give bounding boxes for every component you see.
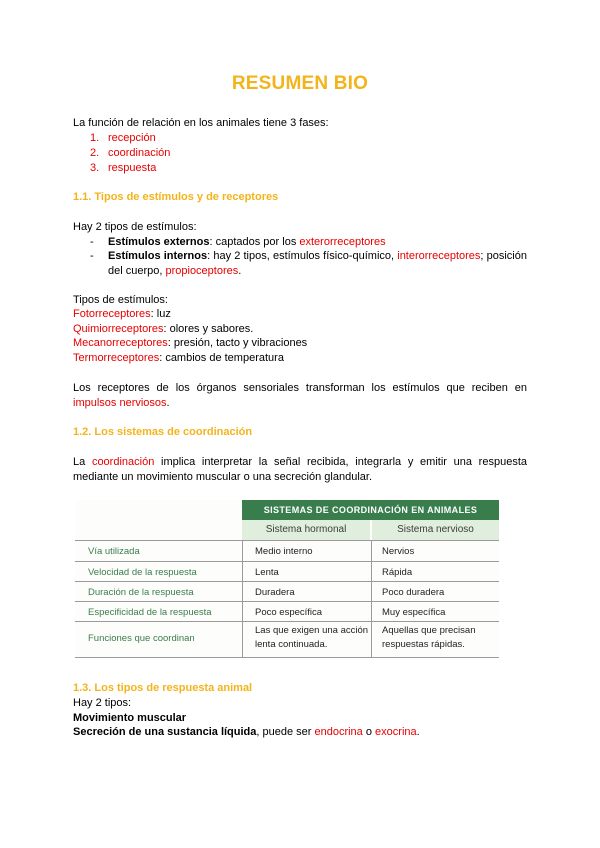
list-item: Movimiento muscular <box>73 712 187 724</box>
coordination-paragraph: La coordinación implica interpretar la señal recibida, integrarla y emitir una respuesta mediante un movimiento muscular o una secreción glandular. <box>73 456 527 483</box>
table-row: Vía utilizada Medio interno Nervios <box>75 540 499 561</box>
column-header-nervioso: Sistema nervioso <box>372 520 499 540</box>
list-item: 2. coordinación <box>90 147 171 159</box>
list-item: Secreción de una sustancia líquida, puede ser endocrina o exocrina. <box>73 726 420 738</box>
stimuli-types-title: Tipos de estímulos: <box>73 294 168 306</box>
table-row: Velocidad de la respuesta Lenta Rápida <box>75 561 499 581</box>
response-types-intro: Hay 2 tipos: <box>73 697 132 709</box>
table-row: Especificidad de la respuesta Poco específica Muy específica <box>75 601 499 621</box>
list-item: Quimiorreceptores: olores y sabores. <box>73 323 254 335</box>
list-item: Termorreceptores: cambios de temperatura <box>73 352 284 364</box>
table-header: SISTEMAS DE COORDINACIÓN EN ANIMALES <box>242 500 499 520</box>
list-item: 1. recepción <box>90 132 156 144</box>
receptors-paragraph: Los receptores de los órganos sensoriales transforman los estímulos que reciben en impulsos nerviosos. <box>73 382 527 409</box>
list-item: - Estímulos externos: captados por los exterorreceptores <box>90 236 386 248</box>
list-item: 3. respuesta <box>90 162 157 174</box>
coordination-systems-table <box>75 500 499 658</box>
column-header-hormonal: Sistema hormonal <box>242 520 370 540</box>
section-heading-1-2: 1.2. Los sistemas de coordinación <box>73 426 253 438</box>
intro-text: La función de relación en los animales tiene 3 fases: <box>73 117 329 129</box>
phases-list <box>90 131 170 176</box>
table-row: Duración de la respuesta Duradera Poco duradera <box>75 581 499 601</box>
section-heading-1-3: 1.3. Los tipos de respuesta animal <box>73 682 253 694</box>
list-item: Fotorreceptores: luz <box>73 308 171 320</box>
page-title: RESUMEN BIO <box>231 73 369 94</box>
table-row: Funciones que coordinan Las que exigen una acción lenta continuada. Aquellas que precisan respuestas rápidas. <box>75 621 499 658</box>
stimuli-intro: Hay 2 tipos de estímulos: <box>73 221 197 233</box>
list-item: Mecanorreceptores: presión, tacto y vibraciones <box>73 337 308 349</box>
list-item: - Estímulos internos: hay 2 tipos, estímulos físico-químico, interorreceptores; posición del cuerpo, propioceptores. <box>90 250 527 277</box>
section-heading-1-1: 1.1. Tipos de estímulos y de receptores <box>73 191 279 203</box>
